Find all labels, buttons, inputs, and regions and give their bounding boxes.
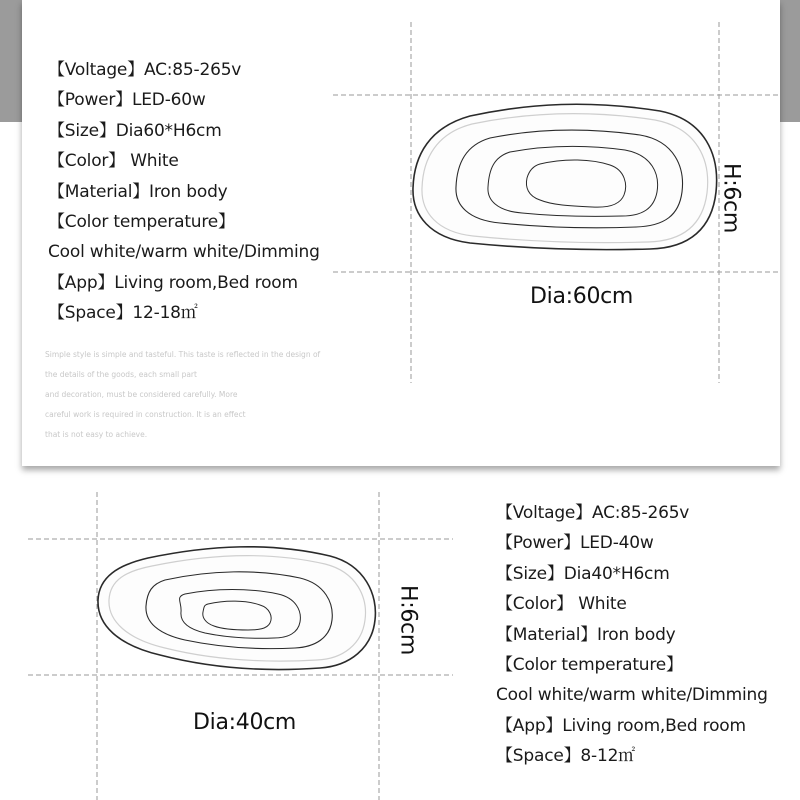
spec-color: 【Color】 White bbox=[496, 594, 627, 615]
top-height-label: H:6cm bbox=[718, 163, 744, 233]
spec-material: 【Material】Iron body bbox=[496, 624, 676, 645]
spec-color: 【Color】 White bbox=[48, 151, 179, 172]
spec-material: 【Material】Iron body bbox=[48, 181, 228, 202]
bottom-lamp-outline bbox=[98, 547, 375, 670]
fine-print-line: Simple style is simple and tasteful. This taste is reflected in the design of bbox=[45, 350, 321, 359]
top-diameter-label: Dia:60cm bbox=[530, 284, 634, 309]
bottom-height-label: H:6cm bbox=[395, 585, 421, 655]
spec-space: 【Space】8-12㎡ bbox=[496, 746, 635, 767]
spec-power: 【Power】LED-60w bbox=[48, 90, 206, 111]
spec-size: 【Size】Dia40*H6cm bbox=[496, 563, 670, 584]
fine-print-line: careful work is required in construction. It is an effect bbox=[45, 410, 246, 419]
spec-space: 【Space】12-18㎡ bbox=[48, 303, 198, 324]
gray-band-right bbox=[780, 0, 800, 122]
gray-band-left bbox=[0, 0, 22, 122]
spec-voltage: 【Voltage】AC:85-265v bbox=[48, 60, 242, 80]
fine-print-line: and decoration, must be considered carefully. More bbox=[45, 390, 238, 399]
fine-print-line: the details of the goods, each small part bbox=[45, 370, 197, 379]
spec-color-temperature-value: Cool white/warm white/Dimming bbox=[496, 685, 768, 706]
top-spec-list bbox=[48, 55, 320, 329]
spec-voltage: 【Voltage】AC:85-265v bbox=[496, 503, 690, 523]
spec-size: 【Size】Dia60*H6cm bbox=[48, 120, 222, 141]
bottom-dimension-lines bbox=[28, 492, 453, 800]
spec-color-temperature-value: Cool white/warm white/Dimming bbox=[48, 242, 320, 263]
fine-print-line: that is not easy to achieve. bbox=[45, 430, 148, 439]
spec-color-temperature: 【Color temperature】 bbox=[496, 654, 683, 675]
spec-app: 【App】Living room,Bed room bbox=[496, 715, 746, 736]
spec-power: 【Power】LED-40w bbox=[496, 533, 654, 554]
fine-print-text bbox=[45, 345, 335, 445]
spec-app: 【App】Living room,Bed room bbox=[48, 272, 298, 293]
bottom-spec-list bbox=[496, 498, 768, 772]
spec-color-temperature: 【Color temperature】 bbox=[48, 211, 235, 232]
bottom-diameter-label: Dia:40cm bbox=[193, 710, 297, 735]
